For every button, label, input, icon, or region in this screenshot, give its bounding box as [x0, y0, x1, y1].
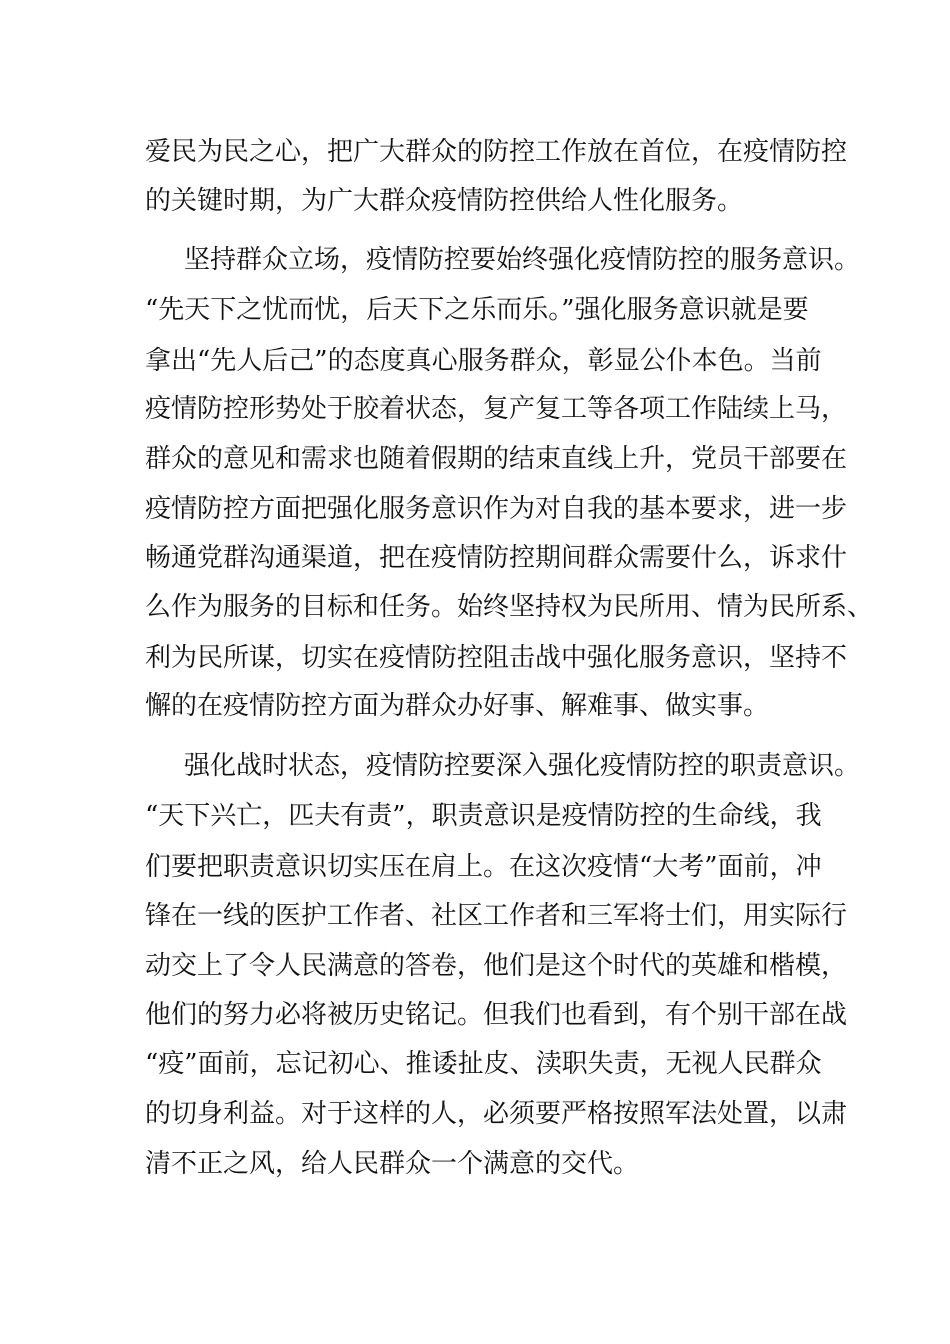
- paragraph-3-line-2: “天下兴亡，匹夫有责”，职责意识是疫情防控的生命线，我: [145, 801, 822, 831]
- paragraph-3-line-3: 们要把职责意识切实压在肩上。在这次疫情“大考”面前，冲: [145, 852, 822, 882]
- paragraph-3-line-7: “疫”面前，忘记初心、推诿扯皮、渎职失责，无视人民群众: [145, 1049, 822, 1079]
- paragraph-3-line-4: 锋在一线的医护工作者、社区工作者和三军将士们，用实际行: [145, 901, 848, 931]
- paragraph-3-line-6: 他们的努力必将被历史铭记。但我们也看到，有个别干部在战: [145, 1000, 848, 1030]
- paragraph-2-line-8: 么作为服务的目标和任务。始终坚持权为民所用、情为民所系、: [145, 592, 874, 622]
- paragraph-1-line-1: 爱民为民之心，把广大群众的防控工作放在首位，在疫情防控: [145, 137, 848, 167]
- paragraph-2-line-5: 群众的意见和需求也随着假期的结束直线上升，党员干部要在: [145, 444, 848, 474]
- paragraph-2-line-1: 坚持群众立场，疫情防控要始终强化疫情防控的服务意识。: [184, 245, 861, 275]
- paragraph-1-line-2: 的关键时期，为广大群众疫情防控供给人性化服务。: [145, 186, 744, 216]
- paragraph-2-line-4: 疫情防控形势处于胶着状态，复产复工等各项工作陆续上马，: [145, 394, 848, 424]
- paragraph-3-line-9: 清不正之风，给人民群众一个满意的交代。: [145, 1149, 640, 1179]
- paragraph-2-line-6: 疫情防控方面把强化服务意识作为对自我的基本要求，进一步: [145, 494, 848, 524]
- paragraph-3-line-1: 强化战时状态，疫情防控要深入强化疫情防控的职责意识。: [184, 751, 861, 781]
- paragraph-3-line-8: 的切身利益。对于这样的人，必须要严格按照军法处置，以肃: [145, 1099, 848, 1129]
- paragraph-3-line-5: 动交上了令人民满意的答卷，他们是这个时代的英雄和楷模，: [145, 951, 848, 981]
- paragraph-2-line-3: 拿出“先人后己”的态度真心服务群众，彰显公仆本色。当前: [145, 346, 822, 376]
- paragraph-2-line-2: “先天下之忧而忧，后天下之乐而乐。”强化服务意识就是要: [145, 295, 809, 325]
- paragraph-2-line-7: 畅通党群沟通渠道，把在疫情防控期间群众需要什么，诉求什: [145, 543, 848, 573]
- paragraph-2-line-9: 利为民所谋，切实在疫情防控阻击战中强化服务意识，坚持不: [145, 643, 848, 673]
- paragraph-2-line-10: 懈的在疫情防控方面为群众办好事、解难事、做实事。: [145, 691, 770, 721]
